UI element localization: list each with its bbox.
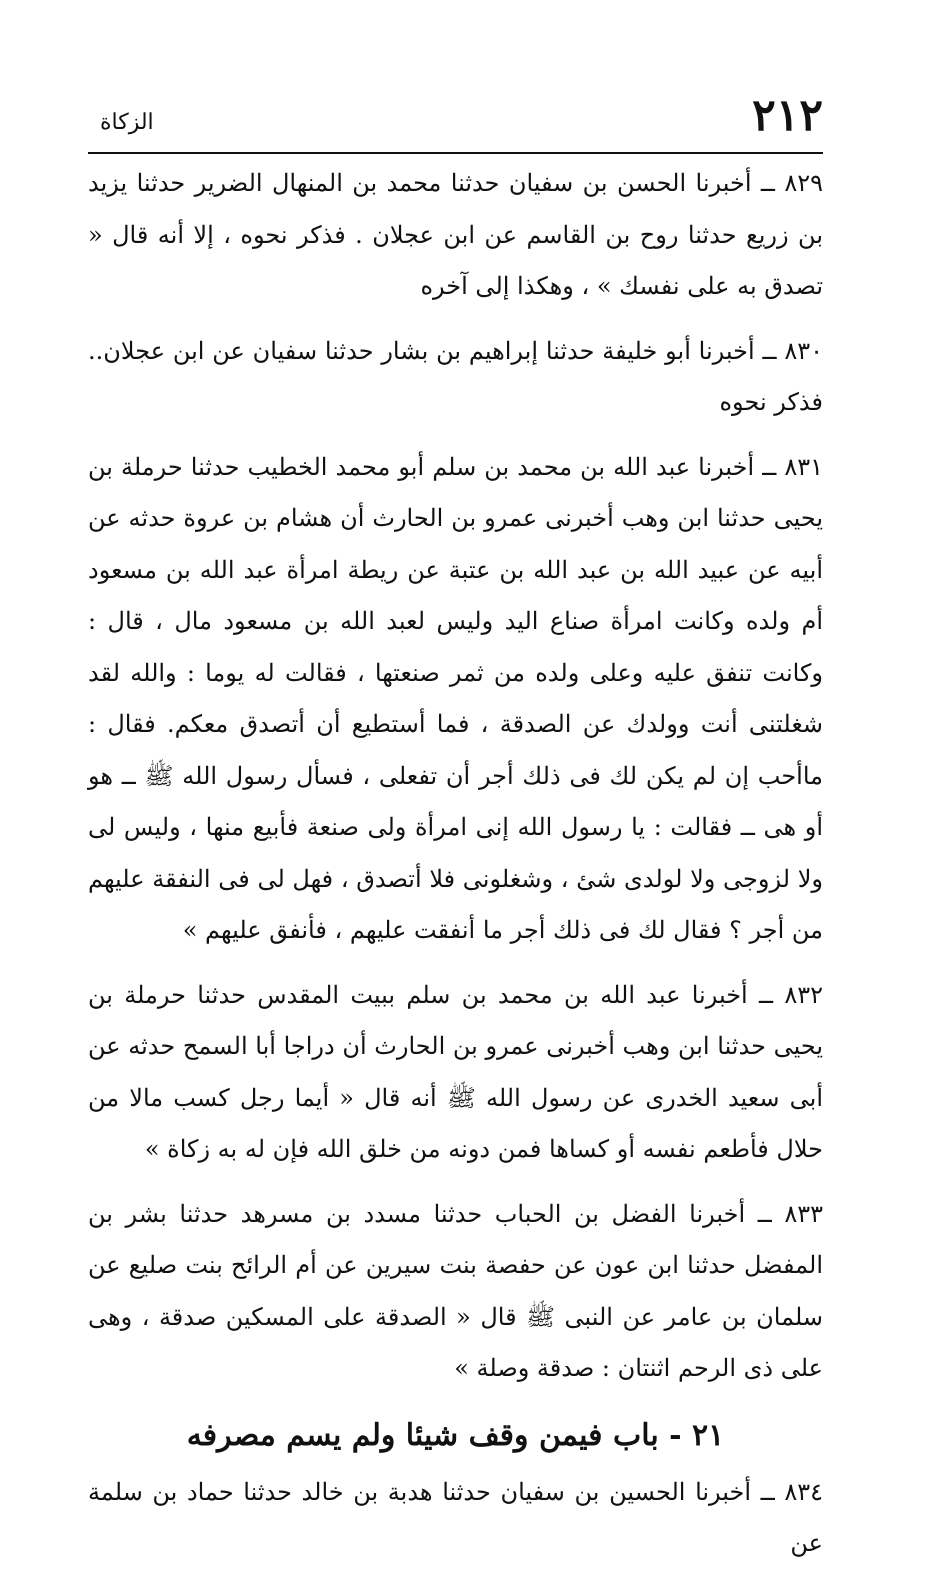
running-title: الزكاة — [100, 110, 154, 135]
hadith-paragraph-829: ٨٢٩ ــ أخبرنا الحسن بن سفيان حدثنا محمد بن المنهال الضرير حدثنا يزيد بن زريع حدثنا روح بن القاسم عن ابن عجلان . فذكر نحوه ، إلا أنه قال « تصدق به على نفسك » ، وهكذا إلى آخره — [88, 169, 823, 300]
hadith-paragraph-833: ٨٣٣ ــ أخبرنا الفضل بن الحباب حدثنا مسدد بن مسرهد حدثنا بشر بن المفضل حدثنا ابن عون عن حفصة بنت سيرين عن أم الرائح بنت صليع عن سلمان بن عامر عن النبى ﷺ قال « الصدقة على المسكين صدقة ، وهى على ذى الرحم اثنتان : صدقة وصلة » — [88, 1199, 823, 1382]
page-body — [88, 158, 823, 1570]
page-header — [88, 88, 823, 154]
hadith-paragraph-830: ٨٣٠ ــ أخبرنا أبو خليفة حدثنا إبراهيم بن بشار حدثنا سفيان عن ابن عجلان.. فذكر نحوه — [88, 336, 823, 416]
page-number: ٢١٢ — [752, 90, 823, 141]
hadith-paragraph-834: ٨٣٤ ــ أخبرنا الحسين بن سفيان حدثنا هدبة بن خالد حدثنا حماد بن سلمة عن — [88, 1477, 823, 1557]
hadith-paragraph-832: ٨٣٢ ــ أخبرنا عبد الله بن محمد بن سلم ببيت المقدس حدثنا حرملة بن يحيى حدثنا ابن وهب أخبرنى عمرو بن الحارث أن دراجا أبا السمح حدثه عن أبى سعيد الخدرى عن رسول الله ﷺ أنه قال « أيما رجل كسب مالا من حلال فأطعم نفسه أو كساها فمن دونه من خلق الله فإن له به زكاة » — [88, 980, 823, 1163]
chapter-heading: ٢١ - باب فيمن وقف شيئا ولم يسم مصرفه — [186, 1417, 725, 1453]
hadith-paragraph-831: ٨٣١ ــ أخبرنا عبد الله بن محمد بن سلم أبو محمد الخطيب حدثنا حرملة بن يحيى حدثنا ابن وهب أخبرنى عمرو بن الحارث أن هشام بن عروة حدثه عن أبيه عن عبيد الله بن عبد الله بن عتبة عن ريطة امرأة عبد الله بن مسعود أم ولده وكانت امرأة صناع اليد وليس لعبد الله بن مسعود مال ، قال : وكانت تنفق عليه وعلى ولده من ثمر صنعتها ، فقالت له يوما : والله لقد شغلتنى أنت وولدك عن الصدقة ، فما أستطيع أن أتصدق معكم. فقال : ماأحب إن لم يكن لك فى ذلك أجر أن تفعلى ، فسأل رسول الله ﷺ ــ هو أو هى ــ فقالت : يا رسول الله إنى امرأة ولى صنعة فأبيع منها ، وليس لى ولا لزوجى ولا لولدى شئ ، وشغلونى فلا أتصدق ، فهل لى فى النفقة عليهم من أجر ؟ فقال لك فى ذلك أجر ما أنفقت عليهم ، فأنفق عليهم » — [88, 452, 823, 944]
